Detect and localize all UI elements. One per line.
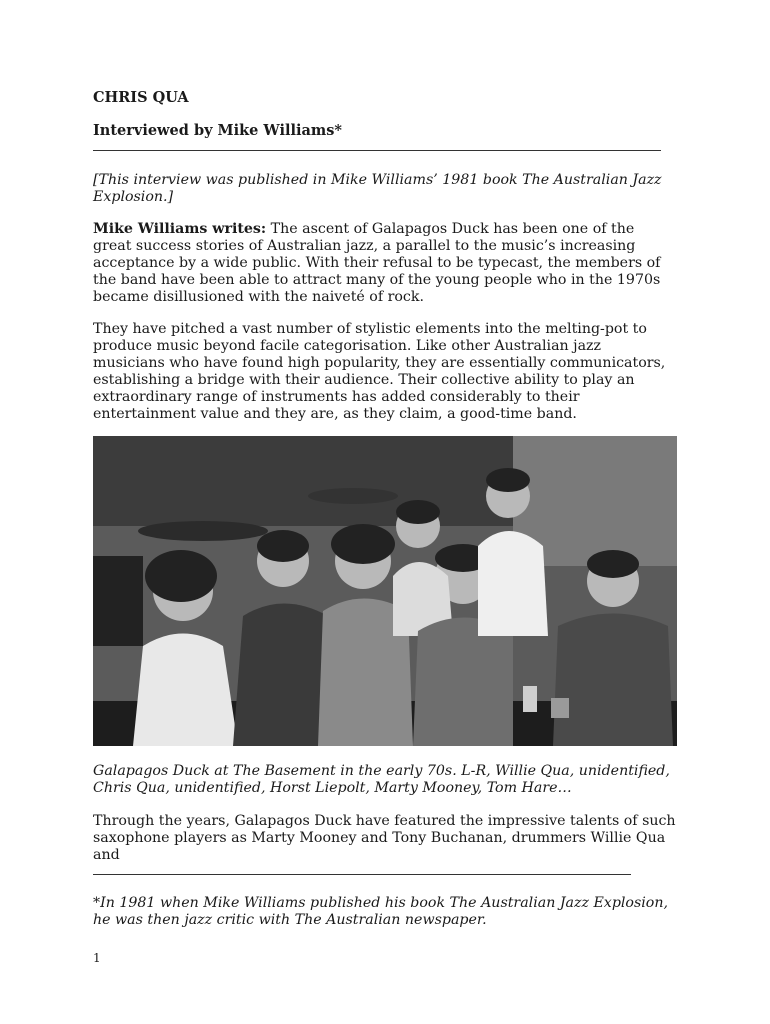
footnote-divider (93, 874, 631, 875)
page-title: CHRIS QUA (93, 89, 189, 106)
paragraph-1-lead: Mike Williams writes: (93, 221, 267, 237)
paragraph-1-text: The ascent of Galapagos Duck has been one of the great success stories of Australian jazz, a parallel to the music’s increasing acceptance by a wide public. With their refusal to be typecast, the members of the band have been able to attract many of the young people who in the 1970s became disillusioned with the naiveté of rock. (93, 221, 661, 305)
band-photo-illustration (93, 436, 677, 746)
paragraph-2: They have pitched a vast number of stylistic elements into the melting-pot to produce music beyond facile categorisation. Like other Australian jazz musicians who have found high popularity, they are essentially communicators, establishing a bridge with their audience. Their collective ability to play an extraordinary range of instruments has added considerably to their entertainment value and they are, as they claim, a good-time band. (93, 321, 666, 422)
intro-note: [This interview was published in Mike Williams’ 1981 book The Australian Jazz Explosion.] (93, 172, 662, 205)
byline: Interviewed by Mike Williams* (93, 122, 342, 139)
photo-caption: Galapagos Duck at The Basement in the early 70s. L-R, Willie Qua, unidentified, Chris Qua, unidentified, Horst Liepolt, Marty Mooney, Tom Hare… (93, 763, 670, 796)
footnote: *In 1981 when Mike Williams published his book The Australian Jazz Explosion, he was then jazz critic with The Australian newspaper. (93, 895, 668, 928)
paragraph-1 (93, 221, 675, 306)
paragraph-3: Through the years, Galapagos Duck have featured the impressive talents of such saxophone players as Marty Mooney and Tony Buchanan, drummers Willie Qua and (93, 813, 676, 863)
band-photo (93, 436, 677, 746)
header-divider (93, 150, 661, 151)
page-number: 1 (93, 951, 101, 965)
